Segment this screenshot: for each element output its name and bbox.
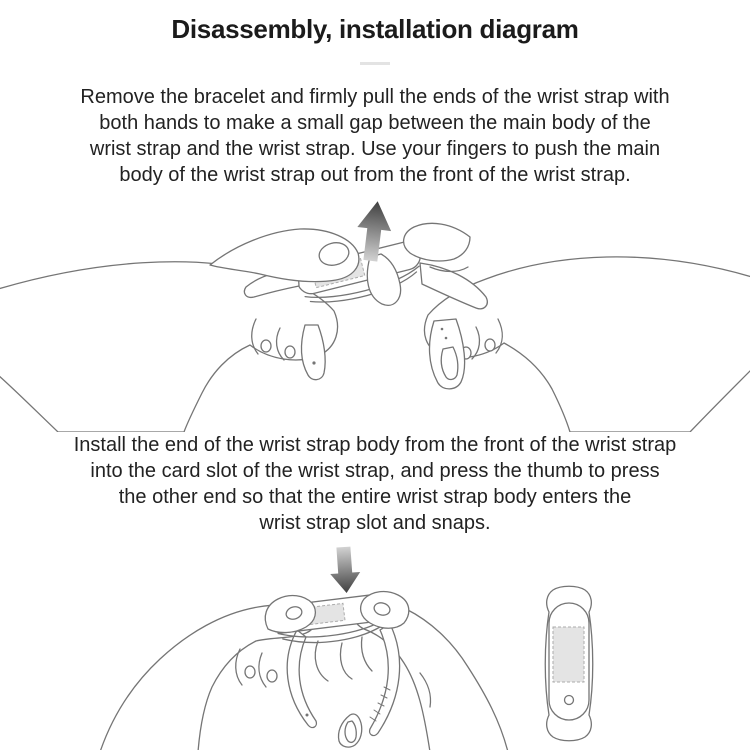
strap-buckle-end	[338, 714, 361, 747]
text-line: the other end so that the entire wrist strap body enters the	[118, 486, 632, 508]
right-hand	[424, 257, 750, 432]
text-line: both hands to make a small gap between the main body of the	[99, 112, 651, 134]
text-line: Remove the bracelet and firmly pull the ends of the wrist strap with	[80, 86, 670, 108]
step1-instructions	[25, 84, 725, 188]
strap-end-right	[429, 319, 464, 389]
curled-fingers	[315, 637, 372, 681]
band-screen	[553, 627, 584, 682]
step2-instructions	[25, 432, 725, 536]
arrow-down-icon	[328, 546, 361, 594]
page-title: Disassembly, installation diagram	[171, 14, 579, 44]
illustration-step1-pull-out	[0, 197, 750, 432]
illustration-step2-press-in	[0, 545, 750, 750]
text-line: wrist strap slot and snaps.	[259, 512, 491, 534]
text-line: wrist strap and the wrist strap. Use your fingers to push the main	[89, 138, 661, 160]
band-top-view	[545, 586, 593, 741]
text-line: body of the wrist strap out from the front of the wrist strap.	[119, 164, 631, 186]
title-divider	[360, 62, 390, 65]
text-line: into the card slot of the wrist strap, and press the thumb to press	[90, 460, 660, 482]
text-line: Install the end of the wrist strap body from the front of the wrist strap	[73, 434, 677, 456]
